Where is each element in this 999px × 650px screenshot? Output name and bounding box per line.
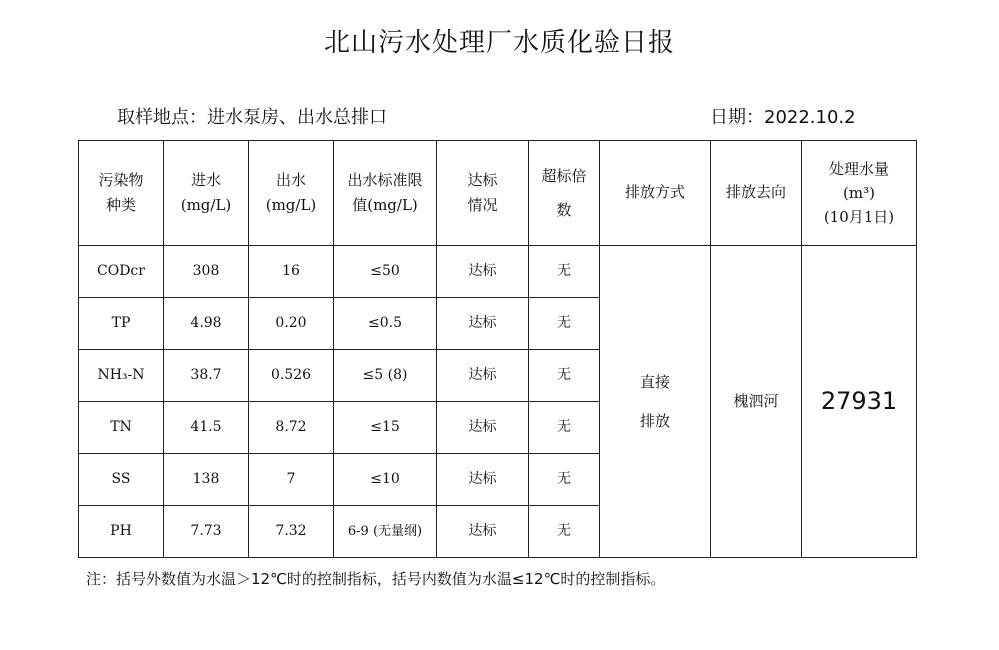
header-treated-volume: 处理水量 (m³) (10月1日): [802, 141, 917, 246]
outflow-cell: 7: [249, 454, 334, 506]
limit-cell: ≤0.5: [334, 298, 437, 350]
pollutant-cell: TN: [79, 402, 164, 454]
discharge-method-cell: 直接 排放: [600, 246, 711, 558]
compliance-cell: 达标: [437, 246, 529, 298]
treated-volume-cell: 27931: [802, 246, 917, 558]
header-exceed: 超标倍 数: [529, 141, 600, 246]
limit-cell: 6-9 (无量纲): [334, 506, 437, 558]
exceed-cell: 无: [529, 298, 600, 350]
limit-cell: ≤15: [334, 402, 437, 454]
compliance-cell: 达标: [437, 454, 529, 506]
discharge-destination-cell: 槐泗河: [711, 246, 802, 558]
header-pollutant: 污染物 种类: [79, 141, 164, 246]
outflow-cell: 7.32: [249, 506, 334, 558]
limit-cell: ≤50: [334, 246, 437, 298]
inflow-cell: 38.7: [164, 350, 249, 402]
pollutant-cell: TP: [79, 298, 164, 350]
limit-cell: ≤5 (8): [334, 350, 437, 402]
outflow-cell: 0.526: [249, 350, 334, 402]
inflow-cell: 41.5: [164, 402, 249, 454]
header-limit: 出水标准限 值(mg/L): [334, 141, 437, 246]
outflow-cell: 8.72: [249, 402, 334, 454]
compliance-cell: 达标: [437, 298, 529, 350]
exceed-cell: 无: [529, 402, 600, 454]
outflow-cell: 0.20: [249, 298, 334, 350]
table-row: [79, 246, 917, 298]
header-outflow: 出水 (mg/L): [249, 141, 334, 246]
inflow-cell: 308: [164, 246, 249, 298]
limit-cell: ≤10: [334, 454, 437, 506]
exceed-cell: 无: [529, 246, 600, 298]
table-header-row: [79, 141, 917, 246]
exceed-cell: 无: [529, 454, 600, 506]
header-discharge-destination: 排放去向: [711, 141, 802, 246]
header-discharge-method: 排放方式: [600, 141, 711, 246]
compliance-cell: 达标: [437, 350, 529, 402]
pollutant-cell: NH₃-N: [79, 350, 164, 402]
pollutant-cell: SS: [79, 454, 164, 506]
pollutant-cell: CODcr: [79, 246, 164, 298]
inflow-cell: 7.73: [164, 506, 249, 558]
report-title: 北山污水处理厂水质化验日报: [323, 28, 675, 58]
outflow-cell: 16: [249, 246, 334, 298]
compliance-cell: 达标: [437, 506, 529, 558]
exceed-cell: 无: [529, 506, 600, 558]
report-date: 日期：2022.10.2: [710, 107, 856, 128]
compliance-cell: 达标: [437, 402, 529, 454]
header-compliance: 达标 情况: [437, 141, 529, 246]
water-quality-table: [78, 140, 917, 558]
inflow-cell: 4.98: [164, 298, 249, 350]
exceed-cell: 无: [529, 350, 600, 402]
pollutant-cell: PH: [79, 506, 164, 558]
sampling-site: 取样地点：进水泵房、出水总排口: [117, 107, 387, 128]
header-inflow: 进水 (mg/L): [164, 141, 249, 246]
inflow-cell: 138: [164, 454, 249, 506]
footnote: 注：括号外数值为水温＞12℃时的控制指标，括号内数值为水温≤12℃时的控制指标。: [86, 570, 666, 588]
